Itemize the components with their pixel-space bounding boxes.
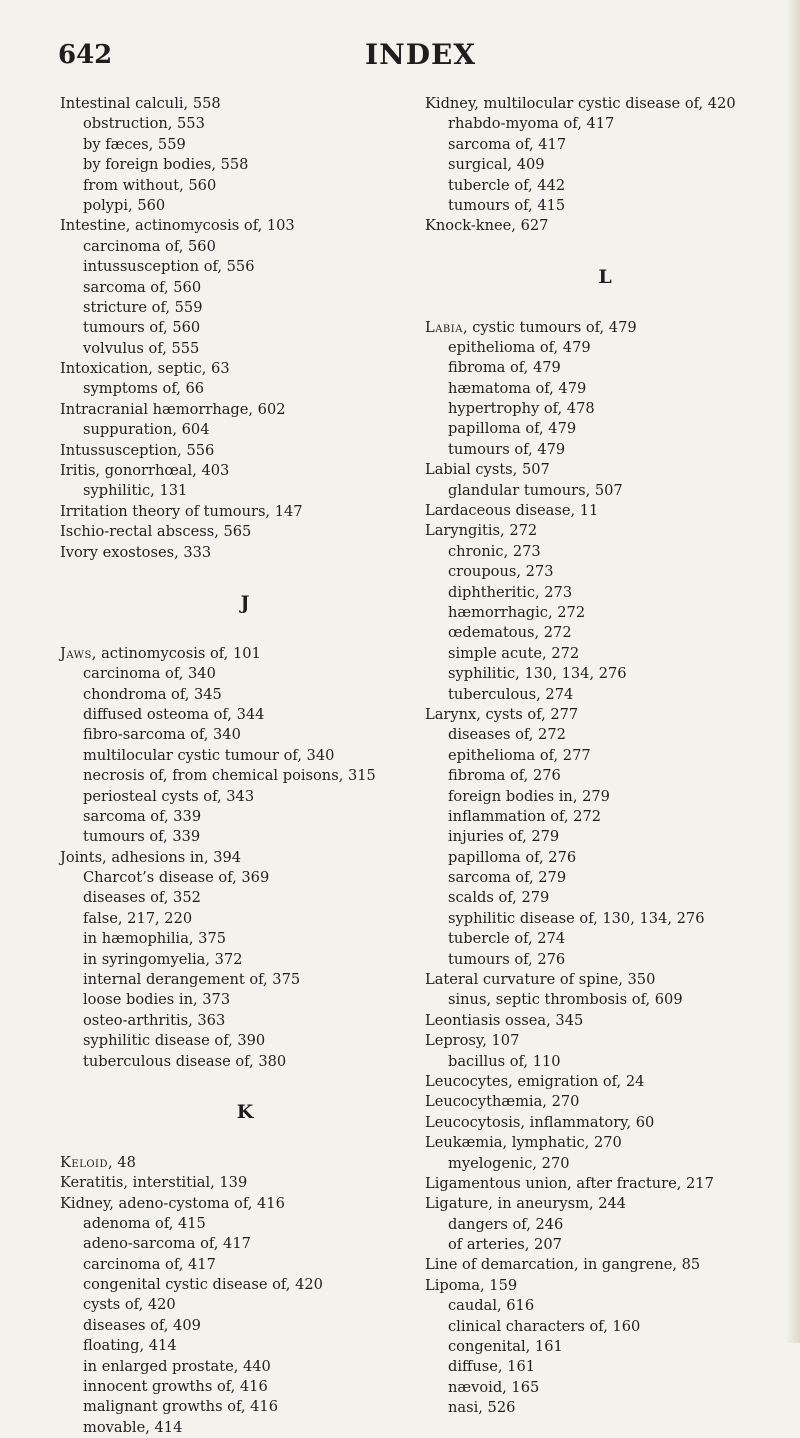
index-subentry: papilloma of, 276	[448, 848, 577, 866]
index-subentry: epithelioma of, 277	[448, 746, 591, 764]
index-subentry: floating, 414	[83, 1337, 177, 1355]
index-entry: Leukæmia, lymphatic, 270	[425, 1134, 622, 1152]
index-subentry: chronic, 273	[448, 542, 541, 560]
index-subentry: syphilitic disease of, 130, 134, 276	[448, 909, 705, 927]
index-entry: Kidney, adeno-cystoma of, 416	[60, 1194, 285, 1212]
index-subentry: congenital cystic disease of, 420	[83, 1276, 323, 1294]
index-subentry: foreign bodies in, 279	[448, 787, 610, 805]
index-subentry: periosteal cysts of, 343	[83, 787, 255, 805]
index-entry: Intussusception, 556	[60, 441, 215, 459]
index-subentry: in hæmophilia, 375	[83, 930, 227, 948]
index-group	[425, 318, 785, 1419]
index-subentry: from without, 560	[83, 176, 217, 194]
section-spacer	[60, 1072, 430, 1092]
index-group	[425, 94, 785, 237]
index-subentry: hypertrophy of, 478	[448, 400, 595, 418]
section-letter-k: K	[236, 1101, 254, 1124]
index-subentry: dangers of, 246	[448, 1215, 564, 1233]
section-letter-j: J	[240, 592, 250, 615]
index-subentry: simple acute, 272	[448, 644, 580, 662]
index-subentry: nasi, 526	[448, 1399, 516, 1417]
index-subentry: movable, 414	[83, 1418, 183, 1436]
index-subentry: in syringomyelia, 372	[83, 950, 243, 968]
index-entry: Keratitis, interstitial, 139	[60, 1174, 248, 1192]
index-entry: Iritis, gonorrhœal, 403	[60, 462, 230, 480]
index-subentry: malignant growths of, 416	[83, 1398, 279, 1416]
entry-head-word: Jaws	[60, 644, 92, 662]
index-subentry: diseases of, 272	[448, 726, 566, 744]
index-entry: Jaws, actinomycosis of, 101	[60, 644, 261, 662]
index-entry: Ligature, in aneurysm, 244	[425, 1195, 627, 1213]
index-subentry: clinical characters of, 160	[448, 1317, 641, 1335]
index-entry: Intracranial hæmorrhage, 602	[60, 400, 286, 418]
index-subentry: surgical, 409	[448, 156, 545, 174]
index-entry: Leprosy, 107	[425, 1032, 520, 1050]
index-subentry: tumours of, 479	[448, 440, 566, 458]
index-subentry: fibroma of, 479	[448, 359, 561, 377]
index-subentry: tumours of, 560	[83, 319, 201, 337]
index-entry: Line of demarcation, in gangrene, 85	[425, 1256, 701, 1274]
index-subentry: tumours of, 339	[83, 828, 201, 846]
index-group	[60, 1153, 430, 1438]
section-letter-l: L	[598, 266, 612, 289]
index-subentry: nævoid, 165	[448, 1378, 540, 1396]
index-subentry: sarcoma of, 339	[83, 807, 202, 825]
index-entry: Leucocytosis, inflammatory, 60	[425, 1113, 655, 1131]
index-subentry: polypi, 560	[83, 196, 166, 214]
section-spacer	[425, 237, 785, 257]
index-entry: Ischio-rectal abscess, 565	[60, 523, 252, 541]
index-subentry: diphtheritic, 273	[448, 583, 573, 601]
index-entry: Lardaceous disease, 11	[425, 502, 599, 520]
index-entry: Leucocytes, emigration of, 24	[425, 1072, 645, 1090]
index-entry: Ligamentous union, after fracture, 217	[425, 1174, 714, 1192]
index-subentry: adenoma of, 415	[83, 1214, 206, 1232]
index-entry: Leontiasis ossea, 345	[425, 1011, 584, 1029]
index-entry: Laryngitis, 272	[425, 522, 538, 540]
index-subentry: epithelioma of, 479	[448, 338, 591, 356]
index-subentry: sinus, septic thrombosis of, 609	[448, 991, 683, 1009]
index-subentry: syphilitic, 130, 134, 276	[448, 665, 627, 683]
index-entry: Larynx, cysts of, 277	[425, 705, 579, 723]
entry-head-word: Keloid	[60, 1153, 109, 1171]
index-subentry: fibroma of, 276	[448, 767, 561, 785]
index-subentry: tuberculous disease of, 380	[83, 1052, 287, 1070]
running-head: INDEX	[365, 38, 477, 71]
index-subentry: diffuse, 161	[448, 1358, 536, 1376]
right-column	[425, 94, 785, 1419]
index-subentry: tumours of, 415	[448, 196, 566, 214]
index-subentry: myelogenic, 270	[448, 1154, 570, 1172]
section-spacer	[60, 563, 430, 583]
section-spacer	[60, 623, 430, 643]
index-group	[60, 644, 430, 1072]
index-subentry: osteo-arthritis, 363	[83, 1011, 226, 1029]
index-subentry: injuries of, 279	[448, 828, 560, 846]
index-entry: Knock-knee, 627	[425, 217, 549, 235]
index-subentry: suppuration, 604	[83, 421, 210, 439]
index-subentry: sarcoma of, 417	[448, 135, 567, 153]
index-subentry: sarcoma of, 560	[83, 278, 202, 296]
index-subentry: adeno-sarcoma of, 417	[83, 1235, 251, 1253]
index-entry: Labia, cystic tumours of, 479	[425, 318, 637, 336]
index-subentry: tubercle of, 442	[448, 176, 566, 194]
index-subentry: obstruction, 553	[83, 115, 205, 133]
left-column	[60, 94, 430, 1438]
index-entry: Keloid, 48	[60, 1153, 136, 1171]
index-subentry: intussusception of, 556	[83, 258, 255, 276]
index-subentry: hæmatoma of, 479	[448, 379, 587, 397]
index-entry: Lipoma, 159	[425, 1276, 518, 1294]
page-number: 642	[58, 40, 113, 70]
index-entry: Labial cysts, 507	[425, 461, 550, 479]
index-subentry: œdematous, 272	[448, 624, 572, 642]
index-subentry: carcinoma of, 560	[83, 237, 216, 255]
index-subentry: scalds of, 279	[448, 889, 550, 907]
index-entry: Leucocythæmia, 270	[425, 1093, 580, 1111]
index-subentry: fibro-sarcoma of, 340	[83, 726, 241, 744]
index-subentry: congenital, 161	[448, 1338, 563, 1356]
index-entry: Irritation theory of tumours, 147	[60, 502, 303, 520]
index-subentry: by foreign bodies, 558	[83, 156, 249, 174]
index-entry: Ivory exostoses, 333	[60, 543, 212, 561]
index-subentry: in enlarged prostate, 440	[83, 1357, 271, 1375]
index-subentry: carcinoma of, 417	[83, 1255, 216, 1273]
index-subentry: stricture of, 559	[83, 298, 203, 316]
index-subentry: rhabdo-myoma of, 417	[448, 115, 615, 133]
index-subentry: loose bodies in, 373	[83, 991, 231, 1009]
index-subentry: diseases of, 409	[83, 1316, 201, 1334]
index-subentry: of arteries, 207	[448, 1236, 562, 1254]
index-subentry: carcinoma of, 340	[83, 665, 216, 683]
index-subentry: tuberculous, 274	[448, 685, 574, 703]
index-subentry: Charcot’s disease of, 369	[83, 869, 270, 887]
index-entry: Joints, adhesions in, 394	[60, 848, 242, 866]
index-subentry: sarcoma of, 279	[448, 869, 567, 887]
index-subentry: symptoms of, 66	[83, 380, 205, 398]
index-subentry: inflammation of, 272	[448, 807, 602, 825]
index-group	[60, 94, 430, 563]
index-subentry: caudal, 616	[448, 1297, 535, 1315]
index-subentry: cysts of, 420	[83, 1296, 176, 1314]
index-subentry: glandular tumours, 507	[448, 481, 623, 499]
index-subentry: necrosis of, from chemical poisons, 315	[83, 767, 376, 785]
index-subentry: chondroma of, 345	[83, 685, 222, 703]
index-subentry: bacillus of, 110	[448, 1052, 561, 1070]
index-subentry: croupous, 273	[448, 563, 554, 581]
entry-head-word: Labia	[425, 318, 463, 336]
index-entry: Intoxication, septic, 63	[60, 360, 230, 378]
index-entry: Intestine, actinomycosis of, 103	[60, 217, 295, 235]
index-subentry: multilocular cystic tumour of, 340	[83, 746, 335, 764]
page-edge-shadow	[786, 0, 800, 1343]
index-subentry: syphilitic, 131	[83, 482, 188, 500]
index-subentry: tubercle of, 274	[448, 930, 566, 948]
index-entry: Intestinal calculi, 558	[60, 95, 221, 112]
index-subentry: hæmorrhagic, 272	[448, 603, 586, 621]
index-subentry: diffused osteoma of, 344	[83, 705, 265, 723]
index-subentry: volvulus of, 555	[83, 339, 200, 357]
section-spacer	[60, 1132, 430, 1152]
index-entry: Kidney, multilocular cystic disease of, 420	[425, 95, 736, 112]
index-entry: Lateral curvature of spine, 350	[425, 971, 656, 989]
index-subentry: false, 217, 220	[83, 909, 193, 927]
index-subentry: by fæces, 559	[83, 135, 186, 153]
section-spacer	[425, 297, 785, 317]
index-subentry: tumours of, 276	[448, 950, 566, 968]
index-subentry: innocent growths of, 416	[83, 1378, 268, 1396]
index-subentry: syphilitic disease of, 390	[83, 1032, 266, 1050]
index-subentry: internal derangement of, 375	[83, 971, 301, 989]
index-subentry: diseases of, 352	[83, 889, 201, 907]
index-subentry: papilloma of, 479	[448, 420, 577, 438]
